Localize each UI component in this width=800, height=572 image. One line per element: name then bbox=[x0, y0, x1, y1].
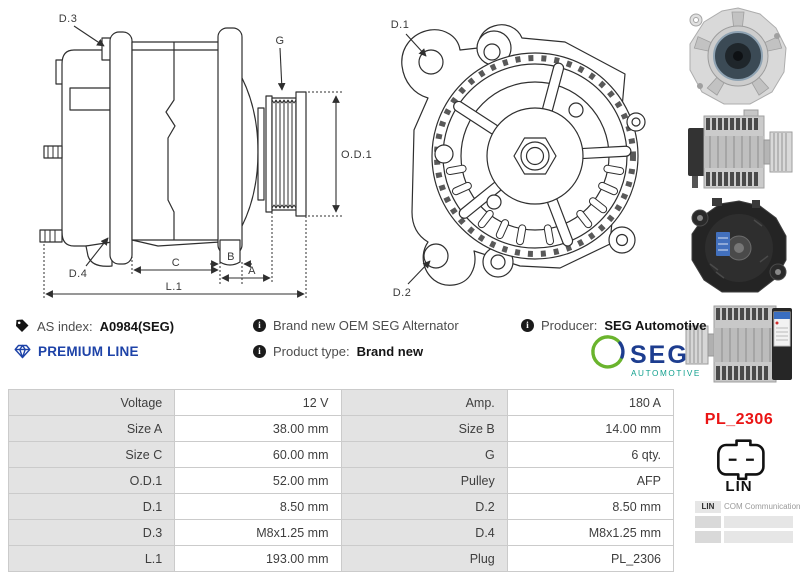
spec-label: Amp. bbox=[341, 390, 507, 416]
dim-label-c: C bbox=[171, 257, 181, 269]
spec-label: Plug bbox=[341, 546, 507, 572]
pin-row bbox=[695, 531, 793, 543]
pin-name bbox=[695, 531, 721, 543]
dim-label-b: B bbox=[227, 251, 235, 263]
tag-icon bbox=[14, 318, 30, 334]
table-row bbox=[9, 442, 674, 468]
table-row bbox=[9, 416, 674, 442]
diamond-icon bbox=[14, 344, 31, 359]
pin-description bbox=[724, 531, 793, 543]
spec-label: L.1 bbox=[9, 546, 175, 572]
spec-table bbox=[8, 389, 674, 572]
product-type-label: Product type: bbox=[273, 344, 350, 359]
product-type-value: Brand new bbox=[356, 344, 424, 359]
pin-name: LIN bbox=[695, 501, 721, 513]
premium-line-label: PREMIUM LINE bbox=[38, 344, 139, 359]
pin-table bbox=[695, 501, 800, 546]
spec-value: 52.00 mm bbox=[175, 468, 341, 494]
dim-label-d3: D.3 bbox=[58, 13, 78, 25]
spec-label: Pulley bbox=[341, 468, 507, 494]
connector-type-label: LIN bbox=[725, 478, 753, 495]
premium-line-row bbox=[14, 344, 139, 359]
spec-value: 12 V bbox=[175, 390, 341, 416]
as-index-label: AS index: bbox=[37, 318, 93, 334]
spec-value: PL_2306 bbox=[507, 546, 673, 572]
table-row bbox=[9, 494, 674, 520]
producer-label: Producer: bbox=[541, 318, 598, 333]
dim-label-d1: D.1 bbox=[390, 19, 410, 31]
seg-logo-text: SEG bbox=[630, 341, 689, 369]
spec-value: 193.00 mm bbox=[175, 546, 341, 572]
product-photo-front[interactable] bbox=[680, 6, 796, 108]
product-type-row bbox=[253, 344, 423, 359]
dim-label-od1: O.D.1 bbox=[341, 149, 373, 161]
spec-value: 8.50 mm bbox=[175, 494, 341, 520]
dim-label-a: A bbox=[248, 265, 256, 277]
spec-value: M8x1.25 mm bbox=[175, 520, 341, 546]
table-row bbox=[9, 520, 674, 546]
spec-label: O.D.1 bbox=[9, 468, 175, 494]
table-row bbox=[9, 546, 674, 572]
dim-label-l1: L.1 bbox=[165, 281, 183, 293]
seg-automotive-logo bbox=[586, 331, 701, 387]
info-icon: i bbox=[253, 319, 266, 332]
plug-code: PL_2306 bbox=[704, 411, 774, 428]
spec-label: D.2 bbox=[341, 494, 507, 520]
lin-connector-icon bbox=[714, 438, 766, 478]
description-text: Brand new OEM SEG Alternator bbox=[273, 318, 459, 333]
spec-value: 60.00 mm bbox=[175, 442, 341, 468]
side-view-diagram bbox=[8, 4, 373, 302]
pin-name bbox=[695, 516, 721, 528]
spec-label: Size C bbox=[9, 442, 175, 468]
table-row bbox=[9, 390, 674, 416]
dim-label-d4: D.4 bbox=[68, 268, 88, 280]
info-icon: i bbox=[521, 319, 534, 332]
spec-label: D.3 bbox=[9, 520, 175, 546]
spec-label: Size A bbox=[9, 416, 175, 442]
spec-label: D.1 bbox=[9, 494, 175, 520]
spec-value: 8.50 mm bbox=[507, 494, 673, 520]
seg-logo-circle-blue bbox=[620, 343, 623, 357]
spec-value: 38.00 mm bbox=[175, 416, 341, 442]
dim-label-d2: D.2 bbox=[392, 287, 412, 299]
as-index-value: A0984(SEG) bbox=[99, 318, 175, 334]
spec-value: 14.00 mm bbox=[507, 416, 673, 442]
pin-row bbox=[695, 516, 793, 528]
spec-label: D.4 bbox=[341, 520, 507, 546]
producer-value: SEG Automotive bbox=[604, 318, 707, 333]
dim-label-g: G bbox=[275, 35, 285, 47]
spec-value: 6 qty. bbox=[507, 442, 673, 468]
spec-label: Voltage bbox=[9, 390, 175, 416]
spec-label: G bbox=[341, 442, 507, 468]
pin-description bbox=[724, 516, 793, 528]
seg-logo-subtext: AUTOMOTIVE bbox=[631, 369, 701, 378]
table-row bbox=[9, 468, 674, 494]
spec-value: 180 A bbox=[507, 390, 673, 416]
spec-label: Size B bbox=[341, 416, 507, 442]
product-photo-side-right[interactable] bbox=[686, 110, 796, 194]
spec-value: M8x1.25 mm bbox=[507, 520, 673, 546]
pin-description: COM Communication bbox=[724, 502, 800, 511]
pin-row bbox=[695, 501, 800, 513]
seg-logo-circle-green bbox=[593, 337, 622, 367]
as-index-row bbox=[14, 318, 174, 334]
info-icon: i bbox=[253, 345, 266, 358]
spec-value: AFP bbox=[507, 468, 673, 494]
product-photo-rear[interactable] bbox=[682, 198, 796, 296]
description-row bbox=[253, 318, 459, 333]
front-view-diagram bbox=[370, 4, 670, 302]
